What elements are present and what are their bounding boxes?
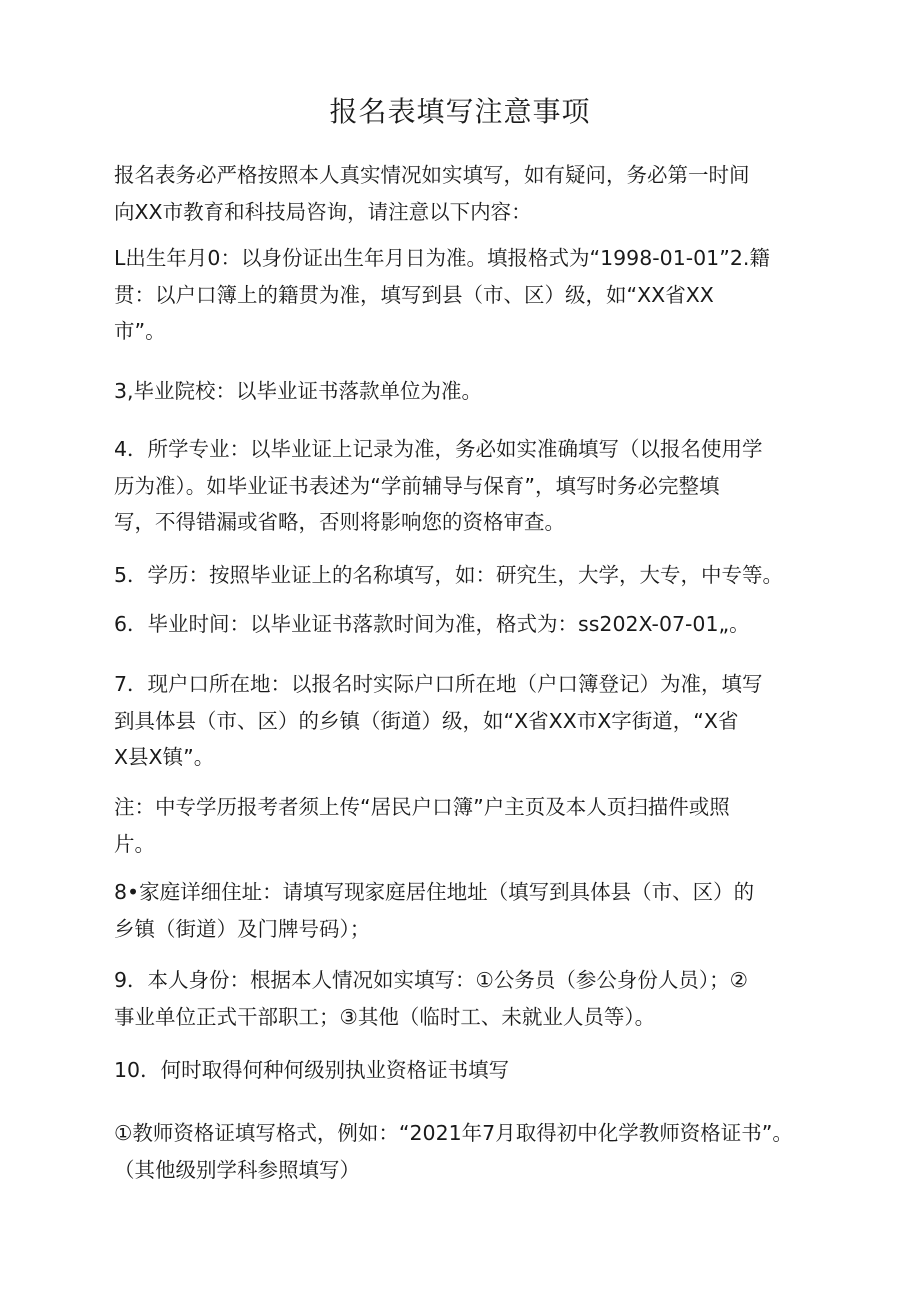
paragraph-line: 注：中专学历报考者须上传“居民户口簿”户主页及本人页扫描件或照: [114, 795, 730, 819]
paragraph-line: 5．学历：按照毕业证上的名称填写，如：研究生，大学，大专，中专等。: [114, 563, 784, 587]
paragraph-item-6: [114, 606, 844, 643]
paragraph-item-3: [114, 373, 844, 410]
paragraph-line: X县X镇”。: [114, 745, 215, 769]
paragraph-line: 事业单位正式干部职工；③其他（临时工、未就业人员等）。: [114, 1004, 656, 1029]
paragraph-line: 乡镇（街道）及门牌号码）；: [114, 916, 371, 941]
paragraph-line: 写，不得错漏或省略，否则将影响您的资格审查。: [114, 510, 565, 534]
paragraph-line: 片。: [114, 831, 155, 856]
paragraph-item-9: [114, 962, 844, 1035]
paragraph-line: 8•家庭详细住址：请填写现家庭居住地址（填写到具体县（市、区）的: [114, 880, 755, 904]
paragraph-item-5: [114, 557, 844, 594]
paragraph-item-10-1: [114, 1115, 844, 1188]
paragraph-line: （其他级别学科参照填写）: [114, 1157, 360, 1182]
paragraph-item-8: [114, 874, 844, 947]
paragraph-intro: [114, 157, 844, 230]
paragraph-item-10: [114, 1052, 844, 1089]
paragraph-item-4: [114, 431, 844, 541]
paragraph-line: 市”。: [114, 319, 166, 343]
paragraph-line: 6．毕业时间：以毕业证书落款时间为准，格式为：ss202X-07-01„。: [114, 612, 750, 636]
paragraph-line: 9．本人身份：根据本人情况如实填写：①公务员（参公身份人员）；②: [114, 968, 749, 992]
paragraph-line: L出生年月0：以身份证出生年月日为准。填报格式为“1998-01-01”2.籍: [114, 246, 770, 270]
paragraph-line: 报名表务必严格按照本人真实情况如实填写，如有疑问，务必第一时间: [114, 163, 750, 187]
paragraph-line: 到具体县（市、区）的乡镇（街道）级，如“X省XX市X字街道，“X省: [114, 708, 739, 733]
paragraph-line: ①教师资格证填写格式，例如：“2021年7月取得初中化学教师资格证书”。: [114, 1121, 793, 1145]
paragraph-item-1-2: [114, 240, 844, 350]
paragraph-line: 向XX市教育和科技局咨询，请注意以下内容：: [114, 199, 532, 224]
paragraph-line: 10．何时取得何种何级别执业资格证书填写: [114, 1058, 510, 1082]
paragraph-line: 历为准）。如毕业证书表述为“学前辅导与保育”，填写时务必完整填: [114, 473, 720, 498]
paragraph-note: [114, 789, 844, 862]
paragraph-line: 3,毕业院校：以毕业证书落款单位为准。: [114, 379, 483, 403]
paragraph-line: 贯：以户口簿上的籍贯为准，填写到县（市、区）级，如“XX省XX: [114, 282, 714, 307]
paragraph-line: 4．所学专业：以毕业证上记录为准，务必如实准确填写（以报名使用学: [114, 437, 763, 461]
paragraph-line: 7．现户口所在地：以报名时实际户口所在地（户口簿登记）为准，填写: [114, 672, 763, 696]
paragraph-item-7: [114, 666, 844, 776]
page-title: 报名表填写注意事项: [329, 95, 591, 128]
